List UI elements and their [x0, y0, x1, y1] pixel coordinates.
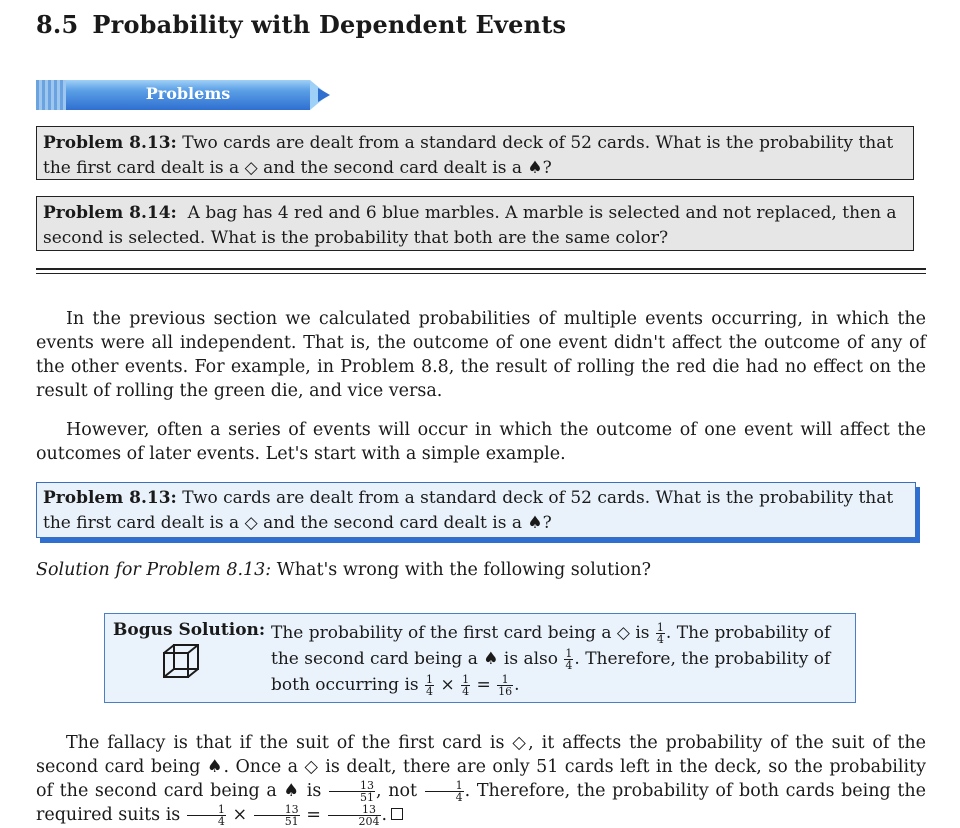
- banner-label: Problems: [145, 84, 231, 103]
- fraction: $\frac{1}{4}$: [187, 804, 226, 827]
- bogus-text-part: . Therefore, the probability of both occurring is: [271, 649, 831, 695]
- bogus-label: Bogus Solution:: [113, 620, 266, 640]
- qed-square-icon: [391, 808, 403, 820]
- times-sign: ×: [232, 805, 248, 825]
- bogus-text: The probability of the first card being a ◇ is $\frac{1}{4}$ . The probability of the second card being a ♠ is also $\frac{1}{4}$ . Therefore, the probability of both occurring is $\frac{1}{4}$ × $\frac{1}{4}$ = $\frac{1}{16}$ .: [271, 621, 831, 698]
- fraction: $\frac{1}{4}$: [425, 780, 464, 803]
- bogus-text-part: The probability of the first card being a ◇ is: [271, 623, 650, 643]
- bogus-text-part: . The probability of the second card being a ♠ is also: [271, 623, 831, 669]
- fallacy-text: . Therefore, the probability of both cards being the required suits is: [36, 781, 926, 825]
- bogus-solution-box: [104, 613, 856, 703]
- fraction: $\frac{1}{16}$: [498, 673, 513, 698]
- equals-sign: =: [476, 675, 491, 695]
- problem-label: Problem 8.14:: [43, 203, 177, 223]
- banner-lead: [318, 88, 330, 102]
- section-title: Probability with Dependent Events: [92, 10, 567, 39]
- problem-label: Problem 8.13:: [43, 488, 177, 508]
- problem-text: A bag has 4 red and 6 blue marbles. A marble is selected and not replaced, then a second is selected. What is the probability that both are the same color?: [43, 203, 897, 248]
- section-divider-thin: [36, 273, 926, 274]
- section-heading: [36, 10, 566, 39]
- banner-eraser: [36, 80, 66, 110]
- fraction: $\frac{13}{51}$: [254, 804, 300, 827]
- solution-heading: [36, 560, 651, 580]
- equals-sign: =: [306, 805, 321, 825]
- problems-banner: [36, 80, 328, 110]
- fraction: $\frac{13}{51}$: [329, 780, 375, 803]
- solution-question: What's wrong with the following solution?: [276, 560, 651, 580]
- problem-label: Problem 8.13:: [43, 133, 177, 153]
- problem-text: Two cards are dealt from a standard deck of 52 cards. What is the probability that the first card dealt is a ◇ and the second card dealt is a ♠?: [43, 488, 894, 533]
- cube-icon: [161, 642, 201, 682]
- paragraph: However, often a series of events will occur in which the outcome of one event will affect the outcomes of later events. Let's start with a simple example.: [36, 420, 926, 464]
- section-number: 8.5: [36, 10, 79, 39]
- fallacy-text: , not: [376, 781, 418, 801]
- fraction: $\frac{1}{4}$: [565, 647, 573, 672]
- fraction: $\frac{1}{4}$: [426, 673, 434, 698]
- times-sign: ×: [440, 675, 455, 695]
- fraction: $\frac{1}{4}$: [656, 621, 664, 646]
- fraction: $\frac{13}{204}$: [328, 804, 381, 827]
- solution-label: Solution for Problem 8.13:: [36, 560, 272, 580]
- paragraph: In the previous section we calculated probabilities of multiple events occurring, in which the events were all independent. That is, the outcome of one event didn't affect the outcome of any of the other events. For example, in Problem 8.8, the result of rolling the red die had no effect on the result of rolling the green die, and vice versa.: [36, 309, 926, 401]
- fraction: $\frac{1}{4}$: [462, 673, 470, 698]
- problem-text: Two cards are dealt from a standard deck of 52 cards. What is the probability that the first card dealt is a ◇ and the second card dealt is a ♠?: [43, 133, 894, 178]
- fallacy-text: The fallacy is that if the suit of the first card is ◇, it affects the probability of the suit of the second card being ♠. Once a ◇ is dealt, there are only 51 cards left in the deck, so the probability of the second card being a ♠ is: [36, 733, 926, 801]
- fallacy-paragraph: The fallacy is that if the suit of the first card is ◇, it affects the probability of the suit of the second card being ♠. Once a ◇ is dealt, there are only 51 cards left in the deck, so the probability of the second card being a ♠ is $\frac{13}{51}$ , not $\frac{1}{4}$ . Therefore, the probability of both cards being the required suits is $\frac{1}{4}$ × $\frac{13}{51}$ = $\frac{13}{204}$ .: [36, 733, 926, 828]
- problem-box: [36, 126, 914, 180]
- problem-highlight-box: [36, 482, 916, 538]
- section-divider: [36, 268, 926, 270]
- problem-box: [36, 196, 914, 251]
